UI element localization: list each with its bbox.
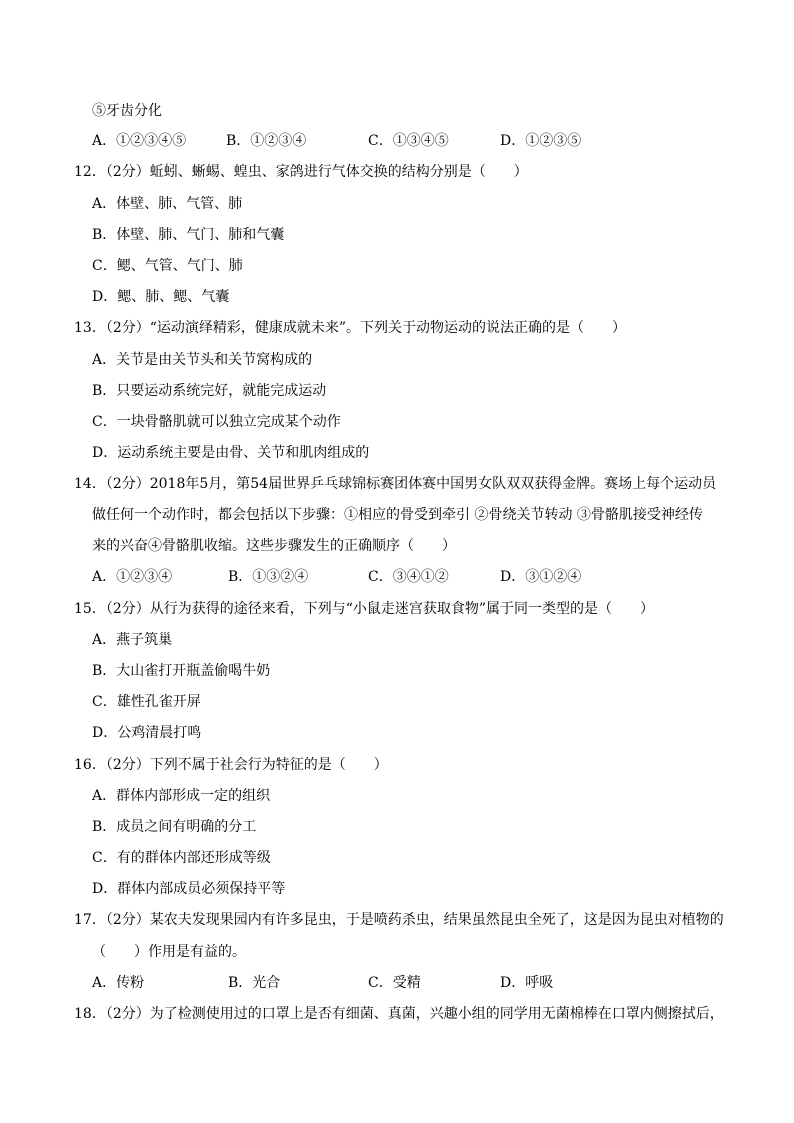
q15-option-b: B．大山雀打开瓶盖偷喝牛奶 [92,663,271,679]
q11-option-b: B．①②③④ [226,133,307,149]
q14-stem-line-1: 14．（2分）2018年5月，第54届世界乒乓球锦标赛团体赛中国男女队双双获得金牌。赛场上每个运动员 [74,476,717,492]
q15-option-c: C．雄性孔雀开屏 [92,694,201,710]
q12-option-b: B．体壁、肺、气门、肺和气囊 [92,227,285,243]
q17-stem-line-1: 17．（2分）某农夫发现果园内有许多昆虫，于是喷药杀虫，结果虽然昆虫全死了，这是因为昆虫对植物的 [74,912,724,928]
q14-stem-line-2: 做任何一个动作时，都会包括以下步骤：①相应的骨受到牵引 ②骨绕关节转动 ③骨骼肌接受神经传 [92,507,703,523]
q16-option-a: A．群体内部形成一定的组织 [92,788,271,804]
q11-options [92,131,712,151]
q14-option-b: B．①③②④ [228,569,309,585]
q11-option-c: C．①③④⑤ [368,133,449,149]
q11-option-a: A．①②③④⑤ [92,133,187,149]
q16-stem: 16．（2分）下列不属于社会行为特征的是（ ） [74,757,388,773]
q15-stem: 15．（2分）从行为获得的途径来看，下列与“小鼠走迷宫获取食物”属于同一类型的是（ ） [74,601,655,617]
q12-stem: 12．（2分）蚯蚓、蜥蜴、蝗虫、家鸽进行气体交换的结构分别是（ ） [74,164,528,180]
q17-options [92,973,712,993]
q12-option-a: A．体壁、肺、气管、肺 [92,196,243,212]
q17-option-c: C．受精 [368,975,421,991]
q11-item5: ⑤牙齿分化 [92,103,162,119]
q15-option-a: A．燕子筑巢 [92,632,173,648]
q17-option-a: A．传粉 [92,975,145,991]
q14-options [92,567,712,587]
q13-option-d: D．运动系统主要是由骨、关节和肌肉组成的 [92,445,370,461]
q14-option-a: A．①②③④ [92,569,173,585]
q17-option-b: B．光合 [228,975,281,991]
q18-stem: 18．（2分）为了检测使用过的口罩上是否有细菌、真菌，兴趣小组的同学用无菌棉棒在口罩内侧擦拭后， [74,1006,724,1022]
q13-option-a: A．关节是由关节头和关节窝构成的 [92,352,313,368]
q16-option-c: C．有的群体内部还形成等级 [92,850,271,866]
q12-option-d: D．鳃、肺、鳃、气囊 [92,289,230,305]
q11-option-d: D．①②③⑤ [500,133,582,149]
q12-option-c: C．鳃、气管、气门、肺 [92,258,243,274]
q16-option-d: D．群体内部成员必须保持平等 [92,881,286,897]
q16-option-b: B．成员之间有明确的分工 [92,819,257,835]
q17-option-d: D．呼吸 [500,975,554,991]
q14-stem-line-3: 来的兴奋④骨骼肌收缩。这些步骤发生的正确顺序（ ） [92,538,456,554]
q17-stem-line-2: （ ）作用是有益的。 [92,944,246,960]
q13-option-c: C．一块骨骼肌就可以独立完成某个动作 [92,414,341,430]
q13-option-b: B．只要运动系统完好，就能完成运动 [92,383,327,399]
q13-stem: 13．（2分）“运动演绎精彩，健康成就未来”。下列关于动物运动的说法正确的是（ ） [74,320,627,336]
q14-option-d: D．③①②④ [500,569,582,585]
q14-option-c: C．③④①② [368,569,449,585]
q15-option-d: D．公鸡清晨打鸣 [92,725,202,741]
